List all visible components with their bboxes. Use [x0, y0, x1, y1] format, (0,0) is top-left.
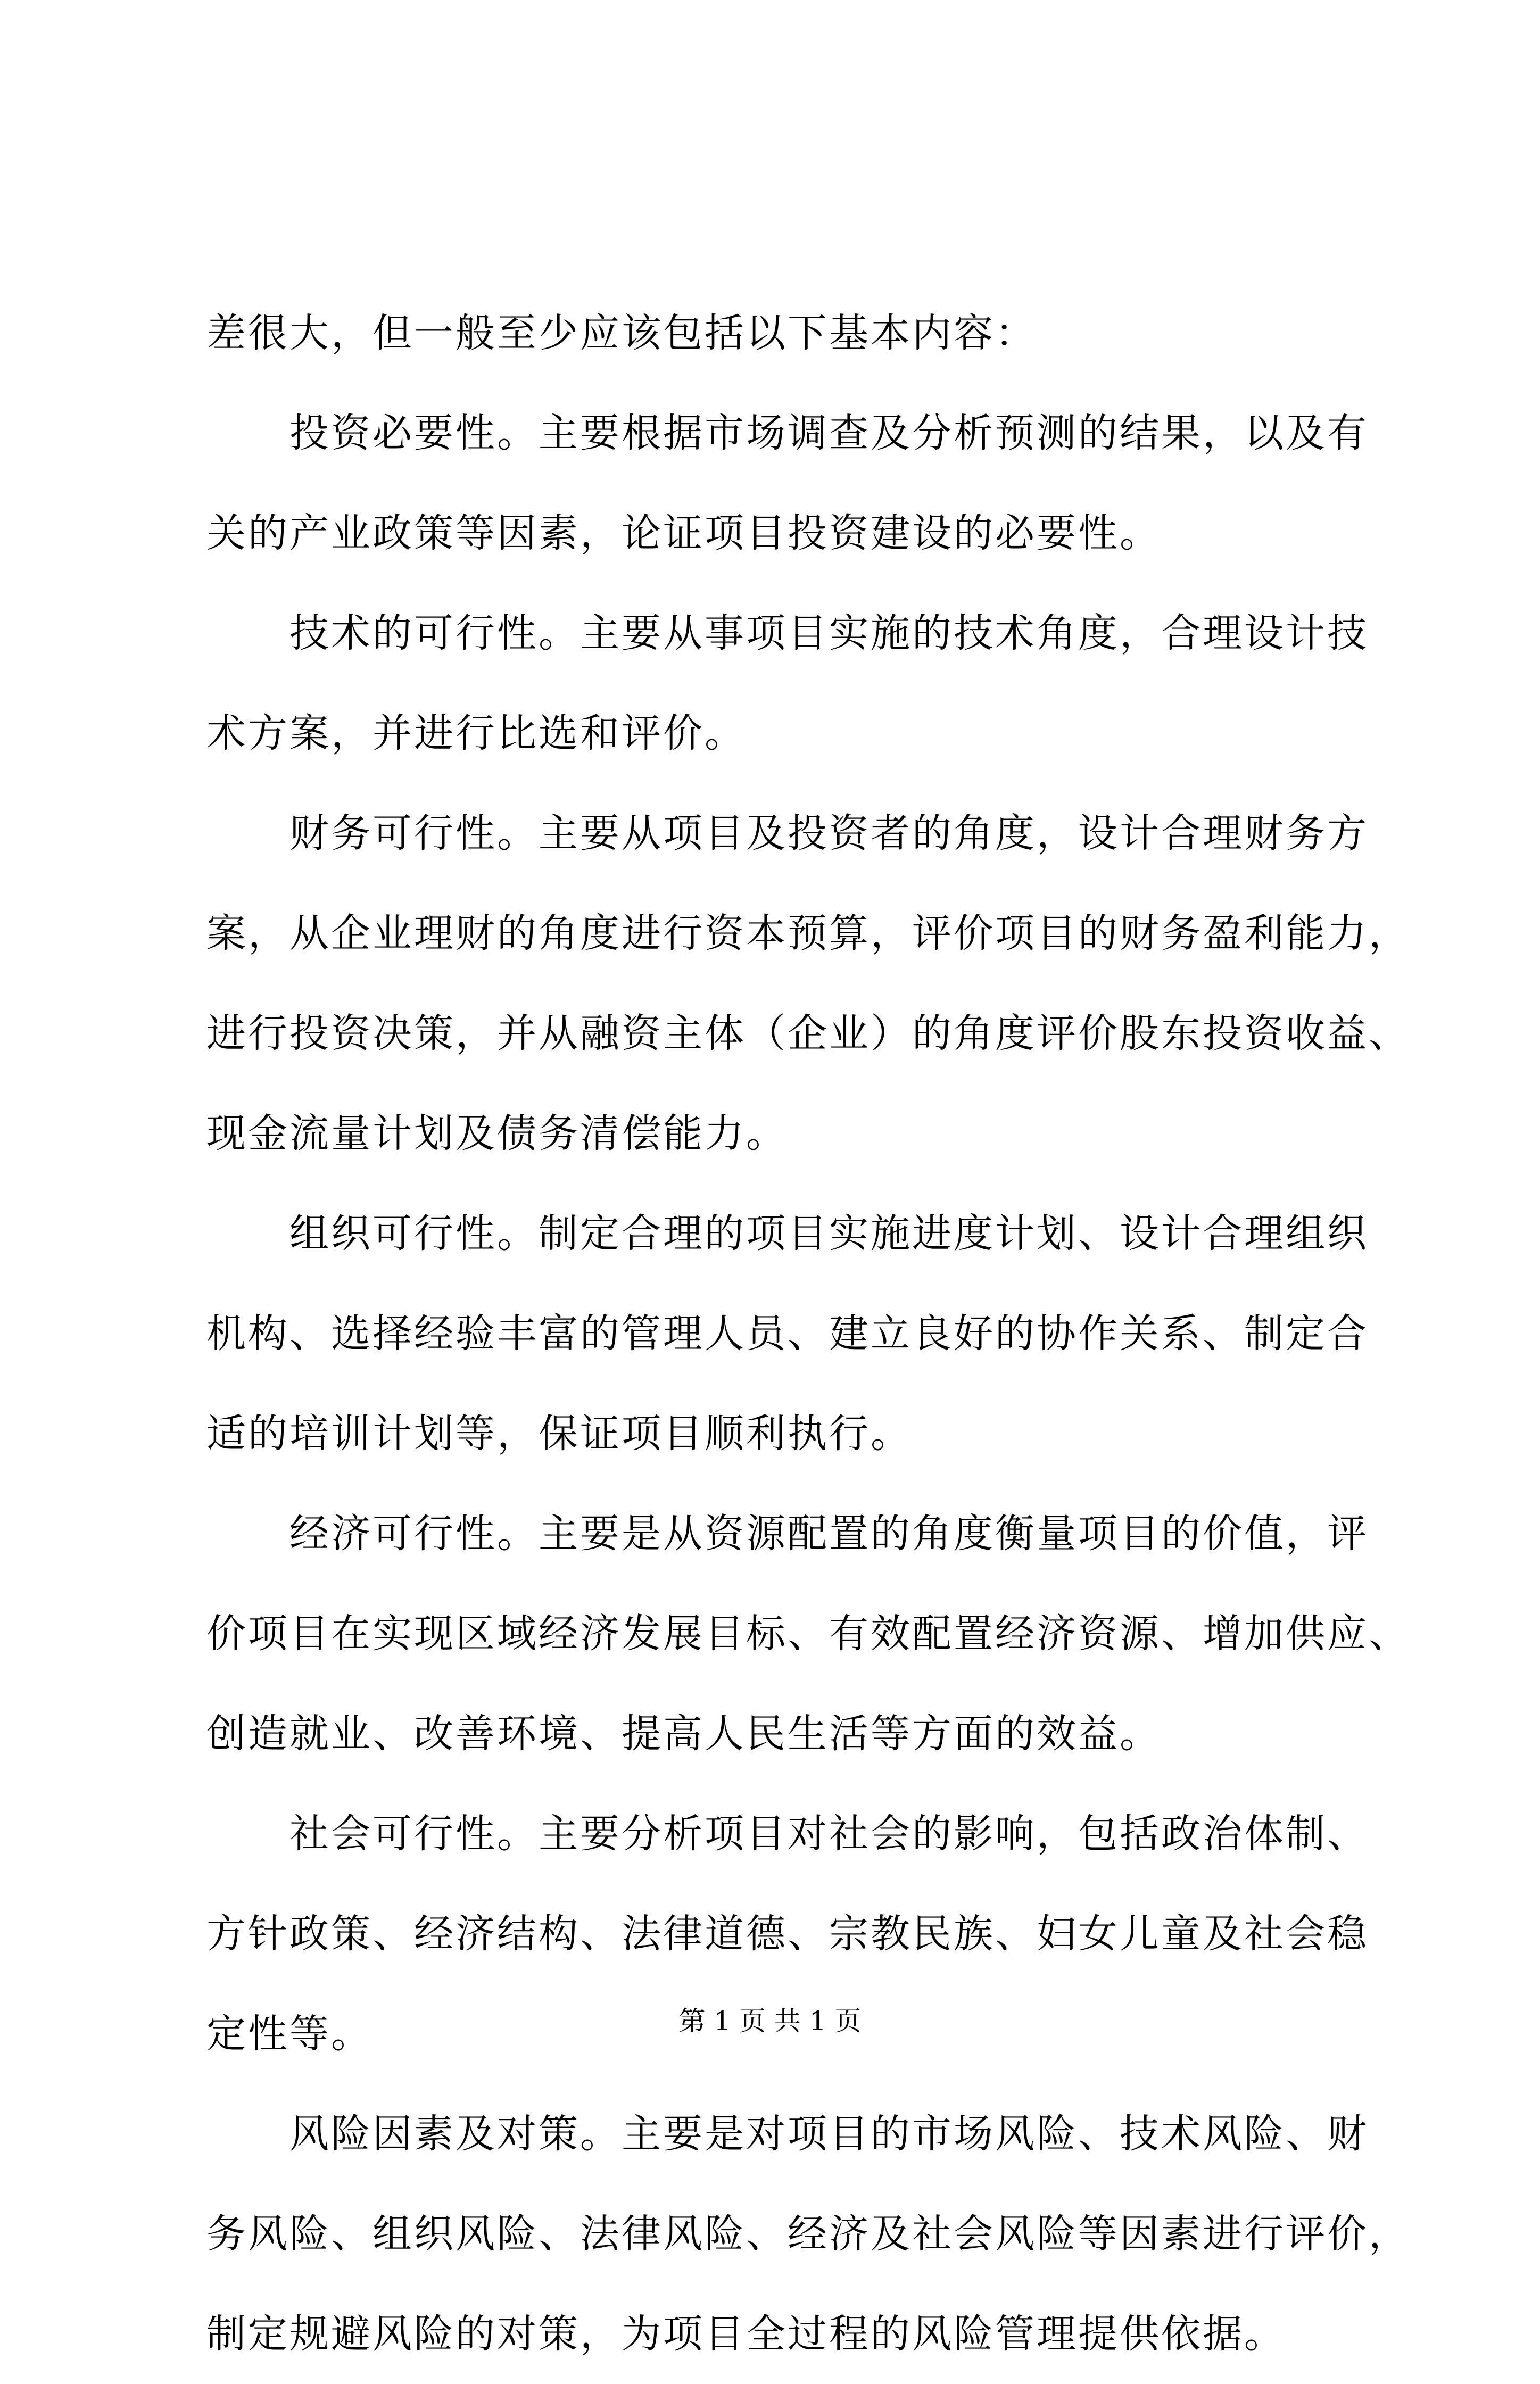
paragraph-line: 定性等。 — [206, 2011, 372, 2057]
paragraph-line: 适的培训计划等，保证项目顺利执行。 — [206, 1411, 912, 1456]
paragraph-line: 术方案，并进行比选和评价。 — [206, 710, 746, 756]
paragraph-line: 组织可行性。制定合理的项目实施进度计划、设计合理组织 — [289, 1211, 1369, 1256]
paragraph-line: 方针政策、经济结构、法律道德、宗教民族、妇女儿童及社会稳 — [206, 1911, 1369, 1957]
paragraph-line: 案，从企业理财的角度进行资本预算，评价项目的财务盈利能力， — [206, 910, 1410, 956]
paragraph-line: 价项目在实现区域经济发展目标、有效配置经济资源、增加供应、 — [206, 1611, 1410, 1657]
paragraph-line: 差很大，但一般至少应该包括以下基本内容： — [206, 310, 1037, 356]
page-number-footer: 第 1 页 共 1 页 — [678, 2006, 862, 2037]
paragraph-line: 经济可行性。主要是从资源配置的角度衡量项目的价值，评 — [289, 1511, 1369, 1557]
paragraph-line: 机构、选择经验丰富的管理人员、建立良好的协作关系、制定合 — [206, 1311, 1369, 1356]
paragraph-line: 创造就业、改善环境、提高人民生活等方面的效益。 — [206, 1711, 1161, 1757]
paragraph-line: 投资必要性。主要根据市场调查及分析预测的结果，以及有 — [289, 410, 1369, 456]
paragraph-line: 务风险、组织风险、法律风险、经济及社会风险等因素进行评价， — [206, 2211, 1410, 2257]
paragraph-line: 制定规避风险的对策，为项目全过程的风险管理提供依据。 — [206, 2311, 1286, 2357]
paragraph-line: 财务可行性。主要从项目及投资者的角度，设计合理财务方 — [289, 810, 1369, 856]
paragraph-line: 风险因素及对策。主要是对项目的市场风险、技术风险、财 — [289, 2111, 1369, 2157]
paragraph-line: 关的产业政策等因素，论证项目投资建设的必要性。 — [206, 510, 1161, 556]
paragraph-line: 进行投资决策，并从融资主体（企业）的角度评价股东投资收益、 — [206, 1011, 1410, 1056]
paragraph-line: 技术的可行性。主要从事项目实施的技术角度，合理设计技 — [289, 610, 1369, 656]
paragraph-line: 现金流量计划及债务清偿能力。 — [206, 1111, 788, 1156]
paragraph-line: 社会可行性。主要分析项目对社会的影响，包括政治体制、 — [289, 1811, 1369, 1857]
document-body — [206, 283, 1410, 2384]
